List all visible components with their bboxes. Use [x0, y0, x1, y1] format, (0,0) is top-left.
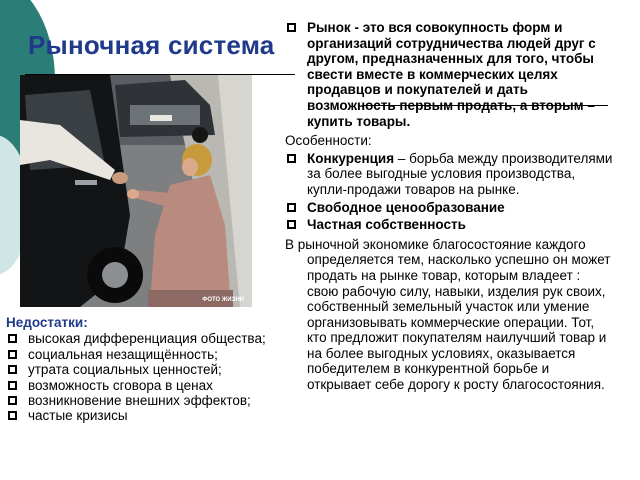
welfare-paragraph: В рыночной экономике благосостояние каждого определяется тем, насколько успешно он может продать на рынке товар, которым владеет : свою рабочую силу, навыки, изделия рук своих, собственный земельный участок или умение организовывать коммерческие операции. Тот, кто предложит покупателям наилучший товар и на более выгодных условиях, оказывается победителем в конкурентной борьбе и открывает себе дорогу к росту благосостояния.: [285, 236, 611, 393]
drawback-text: высокая дифференциация общества;: [28, 331, 266, 347]
slide-title: Рыночная система: [28, 30, 275, 60]
bullet-square-icon: [8, 411, 17, 420]
bullet-square-icon: [287, 203, 296, 212]
market-definition: Рынок - это вся совокупность форм и организаций сотрудничества людей друг с другом, предназначенных для того, чтобы свести вместе в коммерческих целях продавцов и покупателей и дать возможность первым продать, а вторым – купить товары.: [307, 20, 596, 129]
features-heading: Особенности:: [285, 133, 372, 149]
feature-term: Частная собственность: [307, 217, 466, 233]
drawback-item: [6, 408, 268, 423]
bullet-square-icon: [287, 220, 296, 229]
bullet-square-icon: [8, 396, 17, 405]
bullet-square-icon: [8, 365, 17, 374]
bullet-square-icon: [287, 154, 296, 163]
photo-watermark: ФОТО ЖИЗНИ: [202, 297, 244, 303]
definition-bullet: [285, 20, 615, 129]
drawback-text: частые кризисы: [28, 408, 128, 424]
feature-text: – борьба между производителями за более выгодные условия производства, купли-продажи товаров на рынке.: [307, 150, 613, 197]
drawback-text: утрата социальных ценностей;: [28, 362, 222, 378]
drawback-item: [6, 378, 268, 393]
bullet-square-icon: [8, 334, 17, 343]
drawback-item: [6, 331, 268, 346]
feature-item: [285, 217, 615, 233]
bullet-square-icon: [8, 381, 17, 390]
drawback-text: возможность сговора в ценах: [28, 377, 213, 393]
feature-item: [285, 200, 615, 216]
drawback-item: [6, 393, 268, 408]
drawback-item: [6, 362, 268, 377]
street-photo: [20, 75, 252, 307]
bullet-square-icon: [287, 23, 296, 32]
drawbacks-heading: Недостатки:: [6, 315, 88, 330]
drawbacks-section: [6, 315, 268, 424]
drawback-text: возникновение внешних эффектов;: [28, 393, 251, 409]
feature-term: Свободное ценообразование: [307, 199, 505, 215]
drawback-text: социальная незащищённость;: [28, 346, 218, 362]
drawback-item: [6, 347, 268, 362]
bullet-square-icon: [8, 350, 17, 359]
feature-item: [285, 151, 615, 198]
right-text-column: [285, 20, 615, 393]
feature-term: Конкуренция: [307, 150, 395, 166]
